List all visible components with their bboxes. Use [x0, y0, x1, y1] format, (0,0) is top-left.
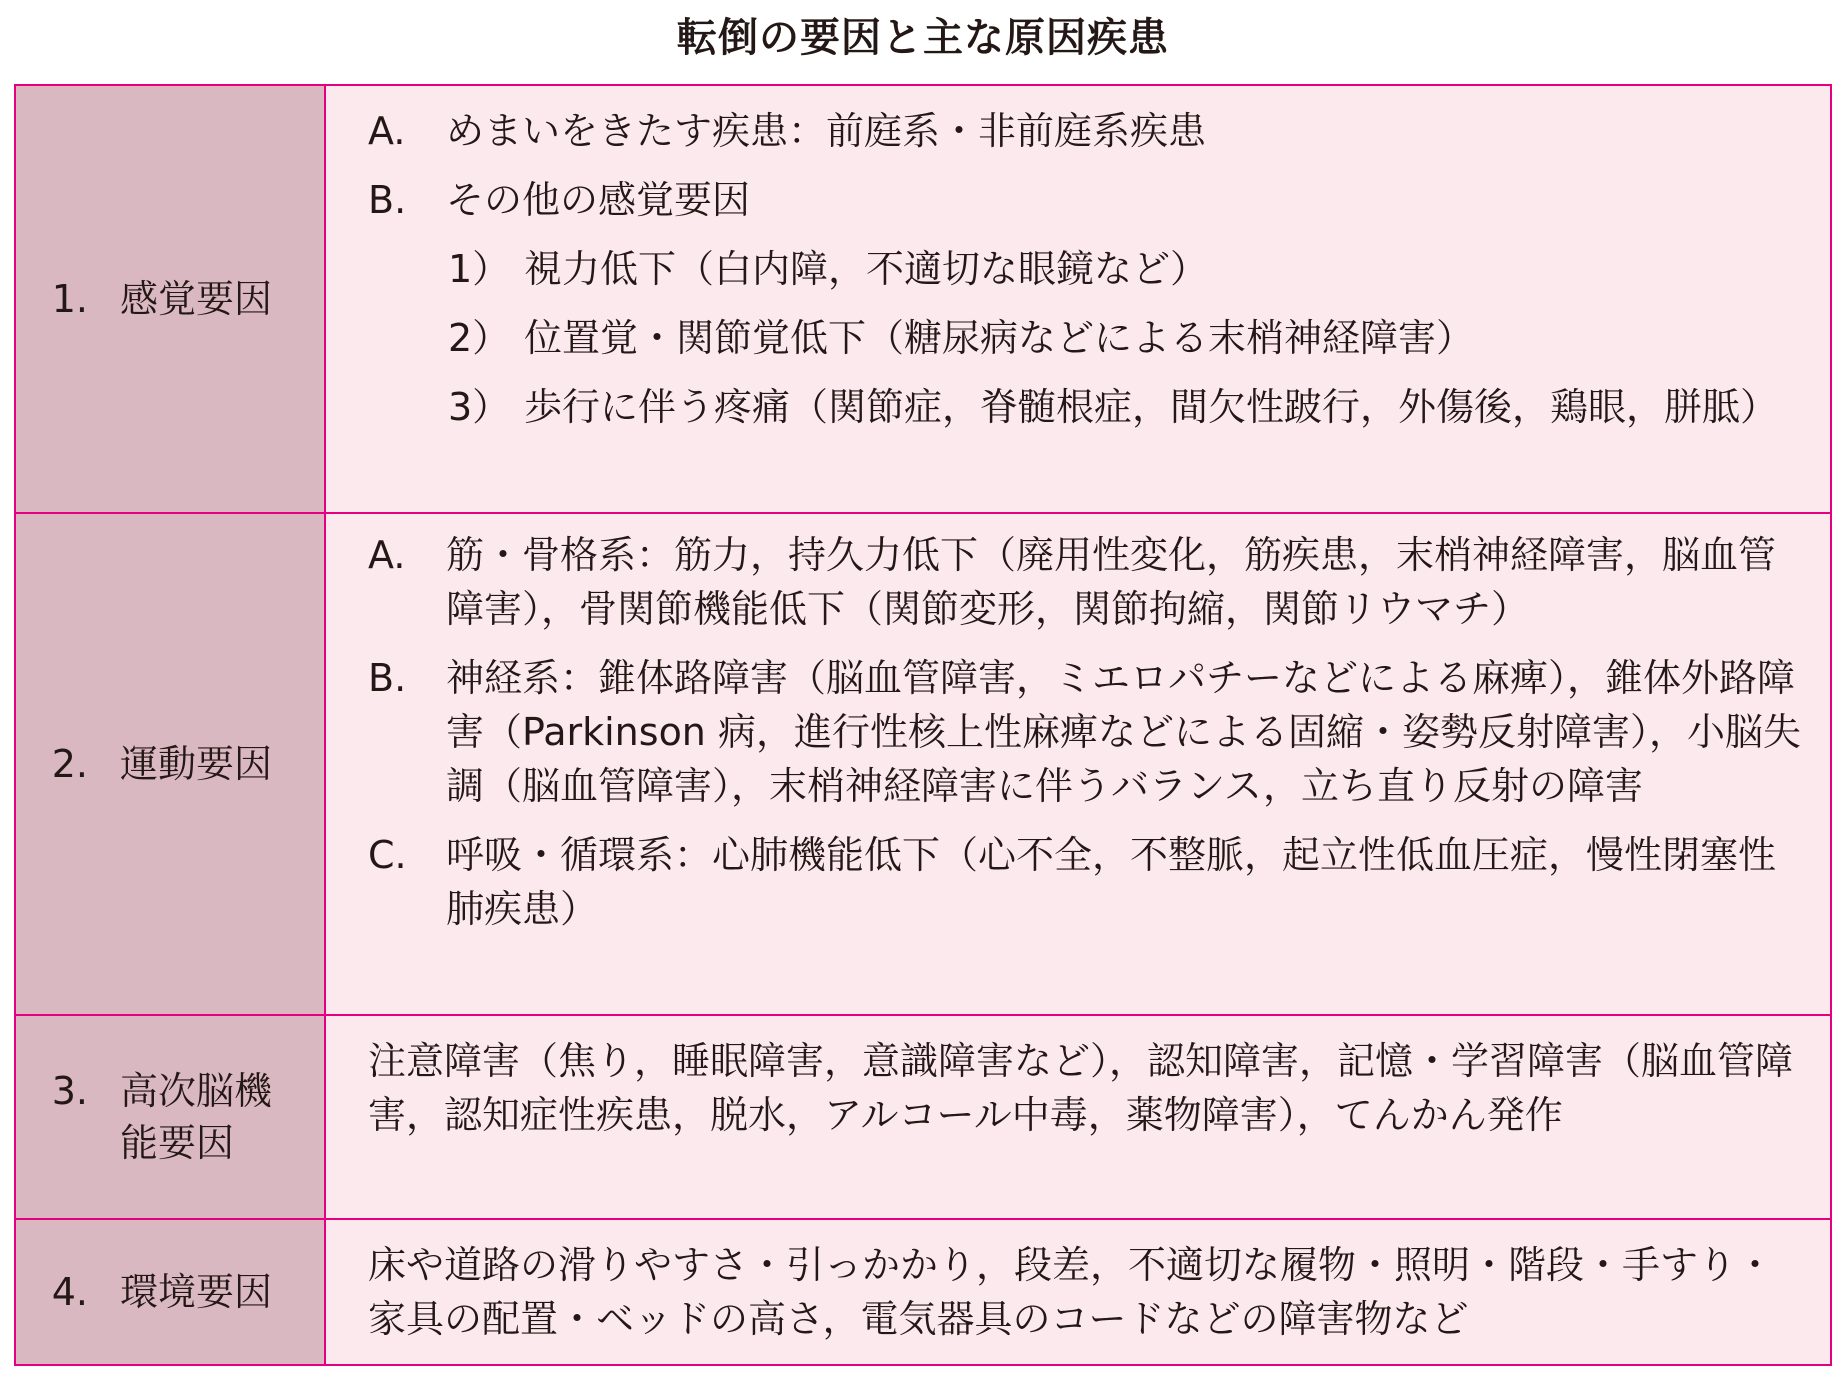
row-label: 環境要因 — [120, 1270, 273, 1314]
item-text: 筋・骨格系：筋力，持久力低下（廃用性変化，筋疾患，末梢神経障害，脳血管障害），骨関節機能低下（関節変形，関節拘縮，関節リウマチ） — [446, 533, 1777, 631]
list-item — [368, 828, 1802, 936]
table-row-sensory — [16, 86, 1830, 512]
item-text: めまいをきたす疾患：前庭系・非前庭系疾患 — [446, 109, 1207, 153]
item-text: 神経系：錐体路障害（脳血管障害，ミエロパチーなどによる麻痺），錐体外路障害（Parkinson 病，進行性核上性麻痺などによる固縮・姿勢反射障害），小脳失調（脳血管障害），末梢神経障害に伴うバランス，立ち直り反射の障害 — [446, 656, 1801, 808]
item-marker: A. — [368, 533, 406, 577]
sub-item-marker: 1） — [448, 247, 511, 291]
sub-item-text: 位置覚・関節覚低下（糖尿病などによる末梢神経障害） — [524, 316, 1475, 360]
item-text: その他の感覚要因 — [446, 178, 751, 222]
sub-item-marker: 3） — [448, 385, 511, 429]
row-header-environment — [16, 1220, 326, 1364]
row-content-sensory — [326, 86, 1830, 512]
row-content-environment — [326, 1220, 1830, 1364]
table-row-environment — [16, 1218, 1830, 1364]
row-number: 2. — [51, 742, 88, 786]
sub-list-item — [368, 311, 1802, 365]
cell-text: 床や道路の滑りやすさ・引っかかり，段差，不適切な履物・照明・階段・手すり・家具の配置・ベッドの高さ，電気器具のコードなどの障害物など — [368, 1243, 1775, 1341]
table-row-cognitive — [16, 1014, 1830, 1218]
list-item — [368, 651, 1802, 813]
sub-list-item — [368, 380, 1802, 434]
row-content-cognitive — [326, 1016, 1830, 1218]
row-header-sensory — [16, 86, 326, 512]
sub-list-item — [368, 242, 1802, 296]
cell-text: 注意障害（焦り，睡眠障害，意識障害など），認知障害，記憶・学習障害（脳血管障害，認知症性疾患，脱水，アルコール中毒，薬物障害），てんかん発作 — [368, 1039, 1794, 1137]
row-label: 高次脳機能要因 — [120, 1069, 273, 1165]
item-marker: A. — [368, 109, 406, 153]
row-number: 3. — [51, 1069, 88, 1113]
list-item — [368, 528, 1802, 636]
row-content-motor — [326, 514, 1830, 1014]
factors-table — [14, 84, 1832, 1366]
sub-item-marker: 2） — [448, 316, 511, 360]
row-number: 1. — [51, 277, 88, 321]
item-marker: B. — [368, 178, 407, 222]
item-marker: B. — [368, 656, 407, 700]
item-marker: C. — [368, 833, 407, 877]
list-item — [368, 104, 1802, 158]
row-header-motor — [16, 514, 326, 1014]
list-item — [368, 173, 1802, 227]
sub-item-text: 視力低下（白内障，不適切な眼鏡など） — [524, 247, 1209, 291]
table-row-motor — [16, 512, 1830, 1014]
row-header-cognitive — [16, 1016, 326, 1218]
item-text: 呼吸・循環系：心肺機能低下（心不全，不整脈，起立性低血圧症，慢性閉塞性肺疾患） — [446, 833, 1777, 931]
row-label: 運動要因 — [120, 742, 273, 786]
row-label: 感覚要因 — [120, 277, 273, 321]
document-title: 転倒の要因と主な原因疾患 — [677, 15, 1169, 61]
sub-item-text: 歩行に伴う疼痛（関節症，脊髄根症，間欠性跛行，外傷後，鶏眼，胼胝） — [524, 385, 1779, 429]
row-number: 4. — [51, 1270, 88, 1314]
